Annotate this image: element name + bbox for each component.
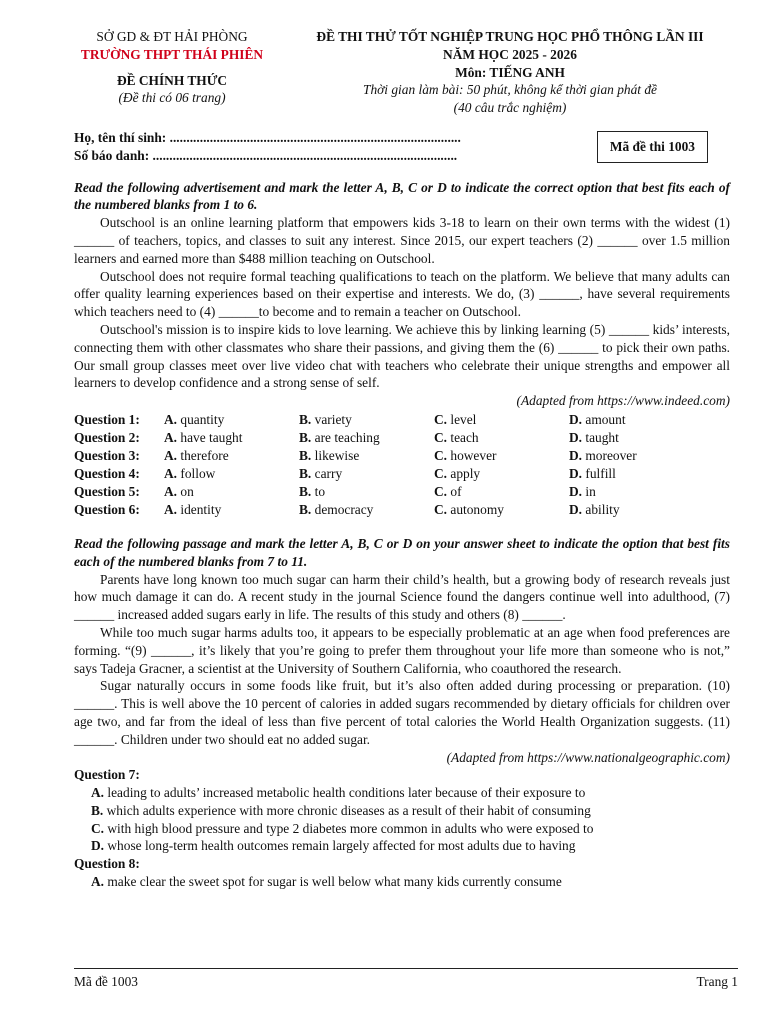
section1-paragraph-2: Outschool does not require formal teaching qualifications to teach on the platform. We believe that many adults can offer quality learning experiences based on their expertise and interests. We do, (3) ______, have several requirements which teachers need to (4) ______to become and to remain a teacher on Outschool. <box>74 268 730 320</box>
option-b: B. are teaching <box>299 429 380 445</box>
option-b: B. democracy <box>299 501 374 517</box>
exam-code-box: Mã đề thi 1003 <box>597 131 708 163</box>
option-b: B. likewise <box>299 447 360 463</box>
q7-option: C. with high blood pressure and type 2 diabetes more common in adults who were exposed to <box>91 820 594 836</box>
section2-instruction: Read the following passage and mark the letter A, B, C or D on your answer sheet to indicate the option that best fits each of the numbered blanks from 7 to 11. <box>74 535 730 569</box>
q7-option: B. which adults experience with more chronic diseases as a result of their habit of consuming <box>91 802 591 818</box>
option-c: C. level <box>434 411 477 427</box>
section1-source: (Adapted from https://www.indeed.com) <box>516 393 730 409</box>
question-row <box>74 447 704 465</box>
question-number: Question 2: <box>74 429 140 445</box>
candidate-id-line: Số báo danh: ........................................................................................... <box>74 147 458 163</box>
option-d: D. moreover <box>569 447 637 463</box>
q7-option: A. leading to adults’ increased metabolic health conditions later because of their exposure to <box>91 785 586 801</box>
option-d: D. amount <box>569 411 626 427</box>
exam-title: ĐỀ THI THỬ TỐT NGHIỆP TRUNG HỌC PHỔ THÔNG LẦN III <box>316 29 704 44</box>
option-c: C. teach <box>434 429 479 445</box>
option-c: C. of <box>434 483 462 499</box>
department: SỞ GD & ĐT HẢI PHÒNG <box>96 29 248 44</box>
candidate-info <box>74 129 730 165</box>
question-7-options <box>74 784 730 855</box>
exam-page <box>74 28 730 891</box>
question-8-options <box>74 873 730 891</box>
q8-option: A. make clear the sweet spot for sugar is well below what many kids currently consume <box>91 874 562 890</box>
question-row <box>74 501 704 519</box>
subject: Môn: TIẾNG ANH <box>455 64 565 80</box>
page-footer <box>74 968 738 991</box>
time-limit: Thời gian làm bài: 50 phút, không kể thời gian phát đề <box>363 82 657 98</box>
question-number: Question 3: <box>74 447 140 463</box>
question-row <box>74 429 704 447</box>
option-b: B. variety <box>299 411 352 427</box>
school-block <box>72 28 272 117</box>
section1-instruction: Read the following advertisement and mark the letter A, B, C or D to indicate the correct option that best fits each of the numbered blanks from 1 to 6. <box>74 179 730 213</box>
option-b: B. to <box>299 483 326 499</box>
option-a: A. follow <box>164 465 216 481</box>
footer-page-number: Trang 1 <box>696 974 738 989</box>
question-number: Question 5: <box>74 483 140 499</box>
official-label: ĐỀ CHÍNH THỨC <box>116 72 228 88</box>
option-b: B. carry <box>299 465 343 481</box>
school-year: NĂM HỌC 2025 - 2026 <box>443 46 577 62</box>
question-number: Question 1: <box>74 411 140 427</box>
option-d: D. fulfill <box>569 465 616 481</box>
option-d: D. ability <box>569 501 620 517</box>
page-count: (Đề thi có 06 trang) <box>118 90 226 106</box>
option-a: A. have taught <box>164 429 243 445</box>
option-c: C. however <box>434 447 497 463</box>
option-d: D. in <box>569 483 596 499</box>
question-7-label: Question 7: <box>74 767 140 783</box>
section1-questions <box>74 411 704 519</box>
section2-paragraph-1: Parents have long known too much sugar can harm their child’s health, but a growing body of research reveals just how much damage it can do. A recent study in the journal Science found the dangers continue well into adulthood, (7) ______ increased added sugars early in life. The results of this study and others (8) ______. <box>74 571 730 623</box>
candidate-name-line: Họ, tên thí sinh: ....................................................................................... <box>74 129 461 145</box>
question-number: Question 4: <box>74 465 140 481</box>
question-number: Question 6: <box>74 501 140 517</box>
section1-paragraph-1: Outschool is an online learning platform that empowers kids 3-18 to learn on their own terms with the widest (1) ______ of teachers, topics, and classes to suit any interest. Since 2015, our expert teachers (2) ______ over 1.5 million learners and earned more than $488 million teaching on Outschool. <box>74 215 730 266</box>
option-a: A. identity <box>164 501 222 517</box>
option-a: A. therefore <box>164 447 229 463</box>
section1-paragraph-3: Outschool's mission is to inspire kids to love learning. We achieve this by linking learning (5) ______ kids’ interests, connecting them with other classmates who share their passions, and giving them the (6) ______ to pick their own paths. Our small group classes meet over live video chat with teachers who celebrate their unique strengths and empower all learners to develop confidence and a strong sense of self. <box>74 321 730 391</box>
section2-paragraph-2: While too much sugar harms adults too, it appears to be especially problematic at an age when food preferences are forming. “(9) ______, it’s likely that you’re going to prefer them throughout your life more than someone who is not,” says Tadeja Gracner, a scientist at the University of Southern California, who coauthored the research. <box>74 624 730 676</box>
question-8-label: Question 8: <box>74 856 140 872</box>
school-name: TRƯỜNG THPT THÁI PHIÊN <box>80 46 264 62</box>
section2-paragraph-3: Sugar naturally occurs in some foods like fruit, but it’s also often added during processing or preparation. (10) ______. This is well above the 10 percent of calories in added sugars recommended by dietary officials for children over age two, and far from the ideal of less than five percent of total calories the World Health Organization suggests. (11) ______. Children under two should eat no added sugar. <box>74 678 730 747</box>
option-a: A. quantity <box>164 411 225 427</box>
option-d: D. taught <box>569 429 619 445</box>
section2-source: (Adapted from https://www.nationalgeographic.com) <box>446 749 730 765</box>
question-row <box>74 411 704 429</box>
exam-title-block <box>290 28 730 117</box>
question-row <box>74 483 704 501</box>
question-count: (40 câu trắc nghiệm) <box>453 100 567 116</box>
option-a: A. on <box>164 483 194 499</box>
footer-exam-code: Mã đề 1003 <box>74 974 138 989</box>
q7-option: D. whose long-term health outcomes remain largely affected for most adults due to having <box>91 838 576 854</box>
question-row <box>74 465 704 483</box>
option-c: C. autonomy <box>434 501 504 517</box>
option-c: C. apply <box>434 465 481 481</box>
exam-header <box>74 28 730 117</box>
